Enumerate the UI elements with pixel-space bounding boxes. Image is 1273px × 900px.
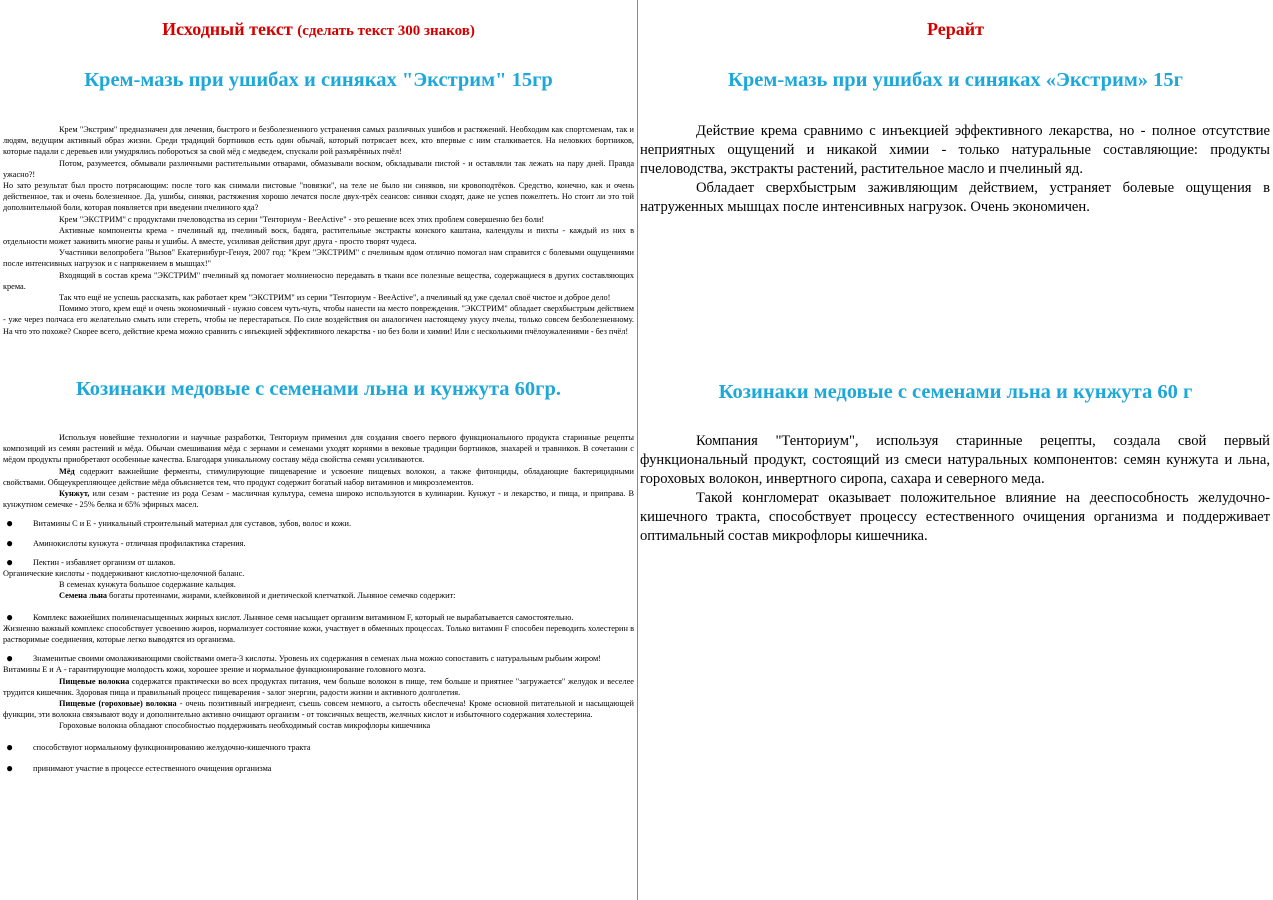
bullet-icon: ●: [6, 535, 14, 550]
fiber-text: содержатся практически во всех продуктах питания, чем больше волокон в пище, тем больше и приятнее "загружается" желудок и веселее трудится кишечник. Здоровая пища и правильный процесс пищеварения - залог энергии, радости жизни и активного долголетия.: [3, 676, 634, 697]
paragraph: Такой конгломерат оказывает положительное влияние на дееспособность желудочно-кишечного тракта, способствует процессу естественного очищения организма и поддерживает оптимальный состав микрофлоры кишечника.: [640, 490, 1270, 544]
product2-original-body: [0, 432, 637, 777]
paragraph: Действие крема сравнимо с инъекцией эффективного лекарства, но - полное отсутствие неприятных ощущений и никакой химии - только натуральные составляющие: продукты пчеловодства, экстракты растений, растительное масло и пчелиный яд.: [640, 123, 1270, 177]
paragraph: Входящий в состав крема "ЭКСТРИМ" пчелиный яд помогает молниеносно передавать в ткани все полезные вещества, содержащиеся в других составляющих крема.: [3, 270, 634, 291]
bullet-text: Комплекс важнейших полиненасыщенных жирных кислот. Льняное семя насыщает организм витамином F, который не вырабатывается самостоятельно.: [33, 612, 574, 622]
original-title-note: (сделать текст 300 знаков): [297, 23, 475, 39]
honey-text: содержит важнейшие ферменты, стимулирующие пищеварение и усвоение пищевых волокон, а также фитонциды, обладающие бактерицидными свойствами. Общеукрепляющее действие мёда объясняется тем, что продукт содержит богатый набор витаминов и микроэлементов.: [3, 466, 634, 487]
bullet-text: принимают участие в процессе естественного очищения организма: [33, 763, 272, 773]
product1-rewrite-body: [640, 122, 1270, 217]
sesame-text: или сезам - растение из рода Сезам - масличная культура, семена широко используются в кулинарии. Кунжут - и лекарство, и пища, и приправа. В кунжутном семечке - 25% белка и 65% эфирных масел.: [3, 489, 635, 510]
paragraph: [3, 698, 634, 720]
paragraph: Гороховые волокна обладают способностью поддерживать необходимый состав микрофлоры кишечника: [59, 721, 431, 731]
paragraph: Так что ещё не успешь рассказать, как работает крем "ЭКСТРИМ" из серии "Тенториум - BeeActive", а пчелиный яд уже сделал своё чистое и доброе дело!: [59, 293, 611, 303]
list-item: [3, 518, 634, 529]
fiber-label: Пищевые волокна: [59, 676, 130, 686]
paragraph: Крем "Экстрим" предназначен для лечения, быстрого и безболезненного устранения самых различных ушибов и растяжений. Необходим как спортсменам, так и людям, ведущим активный образ жизни. Среди традиций бортников есть один обычай, который потрясает всех, кто впервые с ним сталкивается. На неловких бортников, которые падали с деревьев или умудрялись побороться за свой мёд с медведем, спускали рой разъярённых пчёл!: [3, 125, 634, 157]
paragraph: Но зато результат был просто потрясающим: после того как снимали пистовые "повязки", на теле не было ни синяков, ни кровоподтёков. Средство, конечно, как и очень действенное, так и очень болезненное. Да, ушибы, синяки, растяжения хорошо лечатся после двух-трёх сеансов: синяки сходят, даже не успев пожелтеть. Но стоит ли это той дополнительной боли, которая появляется при введении пчелиного яда?: [3, 181, 634, 213]
paragraph: Участники велопробега "Вызов" Екатеринбург-Генуя, 2007 год: "Крем "ЭКСТРИМ" с пчелиным ядом отлично помогал нам справится с болевыми ощущениями после интенсивных нагрузок и с напряжением в мышцах!": [3, 248, 634, 269]
paragraph: [3, 466, 634, 488]
paragraph: [3, 488, 634, 510]
bullet-text: Аминокислоты кунжута - отличная профилактика старения.: [33, 538, 246, 548]
paragraph: Жизненно важный комплекс способствует усвоению жиров, нормализует состояние кожи, участвует в обменных процессах. Только витамин F способен переводить холестерин в растворимые соединения, которые легко выводятся из организма.: [3, 623, 634, 645]
list-item: [3, 609, 634, 624]
paragraph: Обладает сверхбыстрым заживляющим действием, устраняет болевые ощущения в натруженных мышцах после интенсивных нагрузок. Очень экономичен.: [640, 180, 1270, 215]
bullet-text: Витамины С и Е - уникальный строительный материал для суставов, зубов, волос и кожи.: [33, 519, 352, 529]
bullet-icon: ●: [6, 739, 14, 754]
bullet-text: способствуют нормальному функционированию желудочно-кишечного тракта: [33, 742, 311, 752]
original-title-text: Исходный текст: [162, 19, 293, 39]
paragraph: В семенах кунжута большое содержание кальция.: [59, 580, 236, 590]
paragraph: Крем "ЭКСТРИМ" с продуктами пчеловодства из серии "Тенториум - BeeActive" - это решение всех этих проблем совершенно без боли!: [59, 214, 545, 224]
bullet-icon: ●: [6, 516, 14, 531]
bullet-icon: ●: [6, 760, 14, 775]
product2-rewrite-body: [640, 432, 1270, 546]
rewrite-column: [638, 0, 1273, 900]
pea-fiber-label: Пищевые (гороховые) волокна: [59, 699, 177, 709]
bullet-icon: ●: [6, 554, 14, 569]
paragraph: Органические кислоты - поддерживают кислотно-щелочной баланс.: [3, 569, 245, 579]
sesame-label: Кунжут,: [59, 489, 90, 499]
honey-label: Мёд: [59, 466, 75, 476]
paragraph: Потом, разумеется, обмывали различными растительными отварами, обмазывали воском, обкладывали пистой - и оставляли так лежать на пару дней. Правда ужасно?!: [3, 158, 634, 179]
product1-original-body: [0, 124, 637, 337]
flax-label: Семена льна: [59, 591, 108, 601]
list-item: [3, 739, 634, 754]
paragraph: Помимо этого, крем ещё и очень экономичный - нужно совсем чуть-чуть, чтобы нанести на место повреждения. "ЭКСТРИМ" обладает сверхбыстрым действием - уже через полчаса его желательно смыть или стереть, чтобы не перестараться. По силе воздействия он аналогичен настоящему укусу пчелы, только совсем безболезненному. На что это похоже? Скорее всего, действие крема можно сравнить с инъекцией эффективного лекарства - но без боли и химии! Или с несколькими пчёлоужалениями - без пчёл!: [3, 304, 634, 336]
list-item: [3, 653, 634, 664]
bullet-text: Знаменитые своими омолаживающими свойствами омега-3 кислоты. Уровень их содержания в семенах льна можно сопоставить с натуральным рыбьим жиром!: [33, 654, 601, 664]
paragraph: Витамины Е и А - гарантирующие молодость кожи, хорошее зрение и нормальное функционирование головного мозга.: [3, 665, 426, 675]
product2-heading-original: Козинаки медовые с семенами льна и кунжута 60гр.: [75, 378, 562, 400]
paragraph: [3, 590, 634, 601]
original-column-title: [0, 19, 637, 40]
list-item: [3, 760, 634, 775]
paragraph: Компания "Тенториум", используя старинные рецепты, создала свой первый функциональный продукт, состоящий из смеси натуральных компонентов: семян кунжута и льна, гороховых волокон, инвертного сиропа, сахара и северного меда.: [640, 433, 1270, 487]
list-item: [3, 535, 634, 550]
flax-text: богаты протеинами, жирами, клейковиной и диетической клетчаткой. Льняное семечко содержит:: [109, 591, 456, 601]
paragraph: [3, 676, 634, 698]
list-item: [3, 554, 634, 569]
product1-heading-rewrite: Крем-мазь при ушибах и синяках «Экстрим» 15г: [728, 69, 1183, 91]
rewrite-column-title: Рерайт: [927, 19, 984, 39]
bullet-text: Пектин - избавляет организм от шлаков.: [33, 557, 176, 567]
product2-heading-rewrite: Козинаки медовые с семенами льна и кунжута 60 г: [718, 381, 1193, 403]
paragraph: Используя новейшие технологии и научные разработки, Тенториум применил для создания своего первого функционального продукта старинные рецепты композиций из семян растений и мёда. Обычаи смешивания мёда с зернами и семенами уходят корнями в вековые традиции бортников, знахарей и травников. В сочетании с мёдом продукты приобретают особенные качества. Благодаря уникальному составу мёда свойства семян усиливаются.: [3, 433, 634, 465]
paragraph: Активные компоненты крема - пчелиный яд, пчелиный воск, бадяга, растительные экстракты конского каштана, календулы и пихты - каждый из них в отдельности может заживить многие раны и ушибы. А вместе, усиливая действия друг друга - просто творят чудеса.: [3, 225, 634, 247]
bullet-icon: ●: [6, 651, 14, 666]
product1-heading-original: Крем-мазь при ушибах и синяках "Экстрим" 15гр: [84, 69, 553, 91]
pea-fiber-text: - очень позитивный ингредиент, съешь совсем немного, а сытость обеспечена! Кроме основной питательной и насыщающей функции, эти волокна связывают воду и дополнительно активно очищают организм - от токсичных веществ, желчных кислот и избыточного содержания холестерина.: [3, 699, 634, 720]
bullet-icon: ●: [6, 609, 14, 624]
